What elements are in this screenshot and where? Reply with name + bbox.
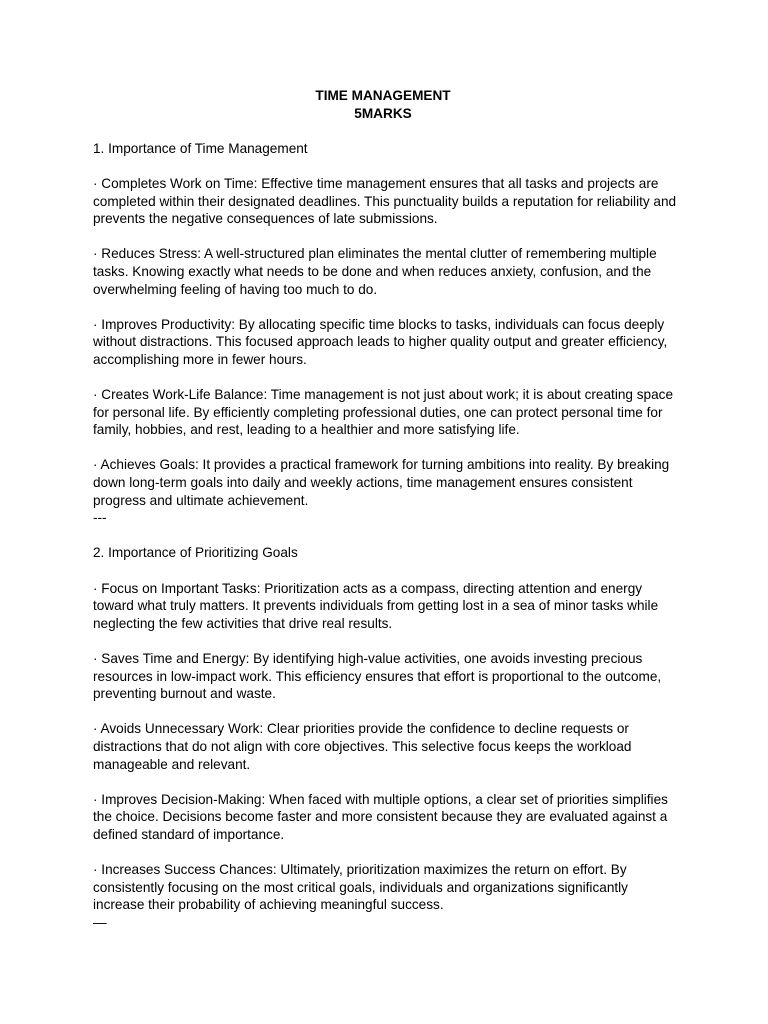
bullet-point: · Improves Productivity: By allocating specific time blocks to tasks, individuals can focus deeply without distractions. This focused approach leads to higher quality output and greater efficiency, accomplishing more in fewer hours. <box>93 316 668 367</box>
section-separator: — <box>93 914 107 930</box>
spacer <box>93 773 683 791</box>
spacer <box>93 122 683 140</box>
section-heading: 1. Importance of Time Management <box>93 140 308 156</box>
spacer <box>93 228 683 246</box>
bullet-point: · Creates Work-Life Balance: Time management is not just about work; it is about creating space for personal life. By efficiently completing professional duties, one can protect personal time for family, hobbies, and rest, leading to a healthier and more satisfying life. <box>93 387 674 438</box>
spacer <box>93 369 683 387</box>
spacer <box>93 632 683 650</box>
bullet-point: · Saves Time and Energy: By identifying high-value activities, one avoids investing precious resources in low-impact work. This efficiency ensures that effort is proportional to the outcome, preventing burnout and waste. <box>93 651 662 702</box>
spacer <box>93 298 683 316</box>
document-subtitle: 5MARKS <box>354 105 412 121</box>
spacer <box>93 439 683 457</box>
bullet-point: · Avoids Unnecessary Work: Clear priorities provide the confidence to decline requests or distractions that do not align with core objectives. This selective focus keeps the workload manageable and relevant. <box>93 721 632 772</box>
bullet-point: · Improves Decision-Making: When faced with multiple options, a clear set of priorities simplifies the choice. Decisions become faster and more consistent because they are evaluated against a defined standard of importance. <box>93 791 668 842</box>
bullet-point: · Achieves Goals: It provides a practical framework for turning ambitions into reality. By breaking down long-term goals into daily and weekly actions, time management ensures consistent progress and ultimate achievement. <box>93 457 670 508</box>
spacer <box>93 157 683 175</box>
section-separator: --- <box>93 510 107 526</box>
spacer <box>93 562 683 580</box>
document-title: TIME MANAGEMENT <box>315 88 451 103</box>
spacer <box>93 703 683 721</box>
title-block <box>93 87 673 122</box>
bullet-point: · Completes Work on Time: Effective time management ensures that all tasks and projects are completed within their designated deadlines. This punctuality builds a reputation for reliability and prevents the negative consequences of late submissions. <box>93 175 677 227</box>
section-heading: 2. Importance of Prioritizing Goals <box>93 545 298 561</box>
document-content <box>93 87 683 932</box>
spacer <box>93 844 683 862</box>
spacer <box>93 527 683 545</box>
bullet-point: · Increases Success Chances: Ultimately, prioritization maximizes the return on effort. By consistently focusing on the most critical goals, individuals and organizations significantly increase their probability of achieving meaningful success. <box>93 862 628 913</box>
bullet-point: · Focus on Important Tasks: Prioritization acts as a compass, directing attention and energy toward what truly matters. It prevents individuals from getting lost in a sea of minor tasks while neglecting the few activities that drive real results. <box>93 580 659 631</box>
section-time-management <box>93 140 683 527</box>
bullet-point: · Reduces Stress: A well-structured plan eliminates the mental clutter of remembering multiple tasks. Knowing exactly what needs to be done and when reduces anxiety, confusion, and the overwhelming feeling of having too much to do. <box>93 246 657 297</box>
section-prioritizing-goals <box>93 544 683 931</box>
